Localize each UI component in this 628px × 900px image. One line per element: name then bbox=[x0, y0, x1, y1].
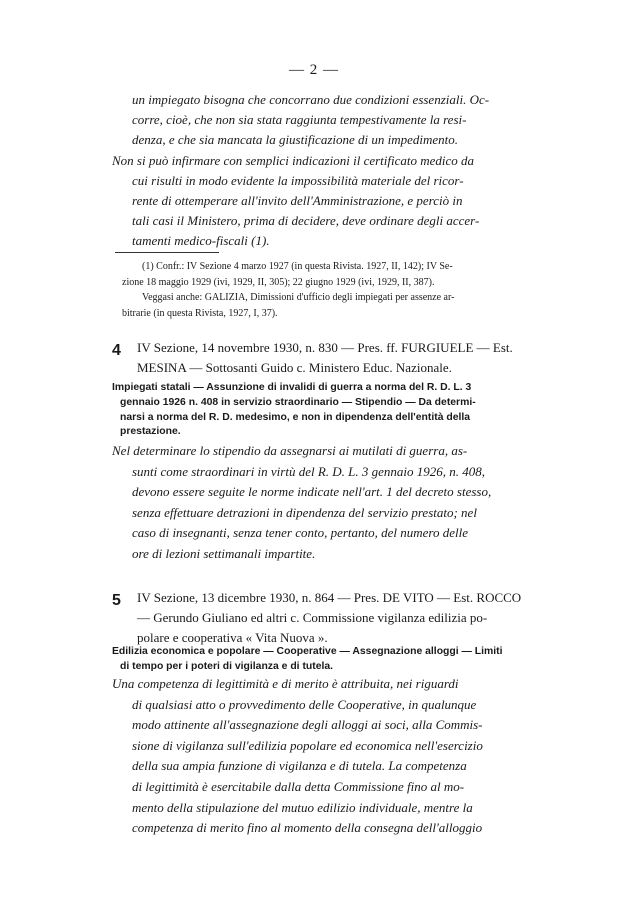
case-header bbox=[137, 338, 557, 378]
subject-line: di tempo per i poteri di vigilanza e di tutela. bbox=[120, 660, 334, 672]
footnote-line: bitrarie (in questa Rivista, 1927, I, 37). bbox=[122, 307, 278, 319]
text-line: senza effettuare detrazioni in dipendenza del servizio prestato; nel bbox=[132, 504, 477, 520]
footnote-line: (1) Confr.: IV Sezione 4 marzo 1927 (in questa Rivista. 1927, II, 142); IV Se- bbox=[142, 261, 453, 272]
text-line: Non si può infirmare con semplici indicazioni il certificato medico da bbox=[112, 152, 475, 168]
text-line: ore di lezioni settimanali impartite. bbox=[132, 545, 316, 561]
subject-line: prestazione. bbox=[120, 426, 181, 438]
text-line: tali casi il Ministero, prima di decidere, deve ordinare degli accer- bbox=[132, 213, 480, 229]
text-line: Una competenza di legittimità e di merito è attribuita, nei riguardi bbox=[112, 676, 459, 691]
text-line: sione di vigilanza sull'edilizia popolare ed economica nell'esercizio bbox=[132, 737, 483, 753]
text-line: Nel determinare lo stipendio da assegnarsi ai mutilati di guerra, as- bbox=[112, 443, 468, 458]
text-line: devono essere seguite le norme indicate nell'art. 1 del decreto stesso, bbox=[132, 484, 492, 500]
text-line: competenza di merito fino al momento della consegna dell'alloggio bbox=[132, 820, 483, 836]
text-line: caso di insegnanti, senza tener conto, pertanto, del numero delle bbox=[132, 525, 469, 541]
case-subject bbox=[112, 381, 552, 440]
case-subject bbox=[112, 645, 552, 675]
case-header-line: IV Sezione, 14 novembre 1930, n. 830 — Pres. ff. FURGIUELE — Est. bbox=[137, 340, 513, 355]
footnote bbox=[122, 259, 542, 321]
case-header bbox=[137, 588, 557, 648]
text-line: di legittimità è esercitabile dalla detta Commissione fino al mo- bbox=[132, 778, 465, 794]
case-header-line: IV Sezione, 13 dicembre 1930, n. 864 — Pres. DE VITO — Est. ROCCO bbox=[137, 590, 522, 605]
text-line: rente di ottemperare all'invito dell'Amministrazione, e perciò in bbox=[132, 193, 463, 209]
text-line: denza, e che sia mancata la giustificazione di un impedimento. bbox=[132, 132, 459, 148]
case-header-line: MESINA — Sottosanti Guido c. Ministero Educ. Nazionale. bbox=[137, 360, 452, 375]
case-maxim bbox=[112, 674, 542, 839]
case-maxim bbox=[112, 441, 542, 565]
text-line: mento della stipulazione del mutuo edilizio individuale, mentre la bbox=[132, 799, 473, 815]
text-line: di qualsiasi atto o provvedimento delle Cooperative, in qualunque bbox=[132, 696, 477, 712]
subject-line: gennaio 1926 n. 408 in servizio straordinario — Stipendio — Da determi- bbox=[120, 396, 476, 408]
case-number: 5 bbox=[112, 592, 121, 609]
intro-maxim bbox=[112, 90, 542, 252]
page-number: — 2 — bbox=[289, 62, 339, 78]
text-line: un impiegato bisogna che concorrano due condizioni essenziali. Oc- bbox=[132, 92, 490, 107]
subject-line: Impiegati statali — Assunzione di invalidi di guerra a norma del R. D. L. 3 bbox=[112, 382, 472, 393]
subject-line: narsi a norma del R. D. medesimo, e non in dipendenza dell'entità della bbox=[120, 411, 471, 423]
text-line: modo attinente all'assegnazione degli alloggi ai soci, alla Commis- bbox=[132, 717, 483, 733]
text-line: tamenti medico-fiscali (1). bbox=[132, 233, 270, 249]
text-line: cui risulti in modo evidente la impossibilità materiale del ricor- bbox=[132, 172, 464, 188]
footnote-line: zione 18 maggio 1929 (ivi, 1929, II, 305); 22 giugno 1929 (ivi, 1929, II, 387). bbox=[122, 276, 435, 288]
text-line: corre, cioè, che non sia stata raggiunta tempestivamente la resi- bbox=[132, 112, 467, 128]
footnote-divider bbox=[115, 252, 219, 253]
text-line: della sua ampia funzione di vigilanza e di tutela. La competenza bbox=[132, 758, 467, 774]
case-number: 4 bbox=[112, 342, 121, 359]
subject-line: Edilizia economica e popolare — Cooperative — Assegnazione alloggi — Limiti bbox=[112, 646, 503, 657]
text-line: sunti come straordinari in virtù del R. D. L. 3 gennaio 1926, n. 408, bbox=[132, 463, 486, 479]
case-header-line: — Gerundo Giuliano ed altri c. Commissione vigilanza edilizia po- bbox=[137, 610, 488, 625]
footnote-line: Veggasi anche: GALIZIA, Dimissioni d'ufficio degli impiegati per assenze ar- bbox=[142, 292, 455, 303]
case-header-line: polare e cooperativa « Vita Nuova ». bbox=[137, 630, 328, 645]
